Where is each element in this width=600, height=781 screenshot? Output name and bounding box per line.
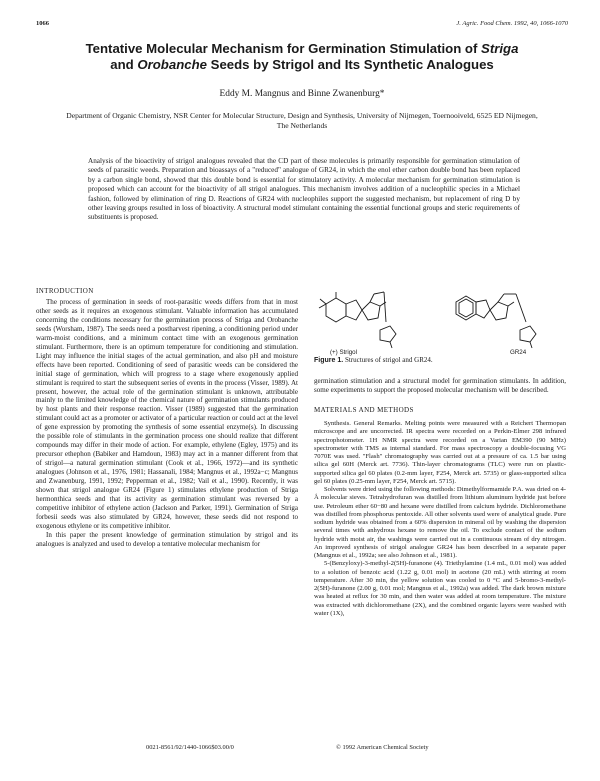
abstract: Analysis of the bioactivity of strigol analogues revealed that the CD part of these molecules is primarily responsible for germination stimulation of seeds of parasitic weeds. Preparation and bioassays of a "reduced" analogue of GR24, in which the enol ether carbon double bond has been replaced by a carbon single bond, showed that this double bond is essential for stimulatory activity. A molecular mechanism for germination stimulation is proposed which can account for the bioactivity of all strigol analogues. This mechanism involves addition of a nucleophilic species in a Michael fashion, followed by elimination of ring D. Reactions of GR24 with nucleophiles support the suggested mechanism, but replacement of ring D by other leaving groups resulted in loss of bioactivity. A structural model stimulant containing the essential functional groups and steric requirements of substituents is proposed. — [88, 157, 520, 222]
paragraph: The process of germination in seeds of root-parasitic weeds differs from that in most other seeds as it requires an exogenous stimulant. Valuable information has accumulated concerning the conditions necessary for the germination process of Striga and Orobanche seeds (Worsham, 1987). The seeds need a postharvest ripening, a conditioning period under warm-moist conditions, and a minimum contact time with an exogenous germination stimulant. Furthermore, there is an optimum temperature for conditioning and stimulation. Light may influence the initial stages of the actual germination, and also pH and moisture effects have been reported. Conditioning of seed of parasitic weeds can be considered the initial stage of germination, which will progress to a stage where exogenously applied stimulant is required to start the subsequent series of events in the process (Visser, 1989). At present, however, the actual role of the germination stimulant is unknown, attributable mainly to the limited knowledge of the chemical nature of germination stimulants produced by host plants and their response reaction. Visser (1989) suggested that the germination stimulant could act as a promoter or activator of a particular reaction or could act at the level of gene expression by promoting the synthesis of some essential enzyme(s). In discussing the possible role of stimulants in the germination process one should realize that different compounds may differ in their mode of action. For example, ethylene (Egley, 1975) and its precursor ethephon (Babiker and Hamdoun, 1983) may act in a manner different from that of strigol—a natural germination stimulant (Cook et al., 1966, 1972)—and its synthetic analogues (Johnson et al., 1976, 1981; Hassanali, 1984; Mangnus et al., 1992a−c; Mangnus and Zwanenburg, 1991, 1992; Pepperman et al., 1982; Vail et al., 1990). Recently, it was shown that strigol analogue GR24 (Figure 1) stimulates ethylene production of Striga hermonthica seeds and that its activity as germination stimulant was reversed by a competitive inhibitor of ethylene action (Jackson and Parker, 1991). Germination of Striga forbesii seeds was also stimulated by GR24, however, these seeds did not respond to exogenous ethylene or its competitive inhibitor. — [36, 298, 298, 530]
figure-caption — [314, 356, 566, 364]
article-title — [36, 41, 568, 73]
methods-heading: MATERIALS AND METHODS — [314, 406, 414, 414]
affiliation: Department of Organic Chemistry, NSR Center for Molecular Structure, Design and Synthesis, University of Nijmegen, Toernooiveld, 6525 ED Nijmegen, The Netherlands — [66, 111, 538, 130]
paragraph: Synthesis. General Remarks. Melting points were measured with a Reichert Thermopan microscope and are uncorrected. IR spectra were recorded on a Perkin-Elmer 298 infrared spectrophotometer. 1H NMR spectra were recorded on a Varian EM390 (90 MHz) spectrometer with TMS as internal standard. For mass spectroscopy a double-focusing VG 7070E was used. "Flash" chromatography was carried out at a pressure of ca. 1.5 bar using silica gel 60H (Merck art. 7736). Thin-layer chromatograms (TLC) were run on plastic-supported silica gel 60 plates (0.2-mm layer, F254, Merck art. 5735) or glass-supported silica gel 60 plates (0.25-mm layer, F254, Merck art. 5715). — [314, 420, 566, 485]
strigol-label: (+) Strigol — [330, 349, 357, 356]
figure-1-structures — [314, 282, 566, 356]
figure-caption-text: Structures of strigol and GR24. — [343, 356, 433, 364]
gr24-label: GR24 — [510, 349, 527, 356]
strigol-structure — [319, 292, 396, 348]
paragraph: 5-(Benzyloxy)-3-methyl-2(5H)-furanone (4). Triethylamine (1.4 mL, 0.01 mol) was added to a solution of benzoic acid (1.22 g, 0.01 mol) in acetone (20 mL) with stirring at room temperature. After 30 min, the yellow solution was cooled to 0 °C and 5-bromo-3-methyl-2(5H)-furanone (2.00 g, 0.01 mol; Mangnus et al., 1992a) was added. The dark brown mixture was heated at reflux for 30 min, and then water was added at room temperature. The mixture was extracted with dichloromethane (2X), and the combined organic layers were washed with water (1X), — [314, 560, 566, 617]
page-number: 1066 — [36, 20, 49, 27]
author-list: Eddy M. Mangnus and Binne Zwanenburg* — [219, 89, 385, 99]
title-part: Seeds by Strigol and Its Synthetic Analogues — [206, 57, 494, 72]
paragraph: In this paper the present knowledge of germination stimulation by strigol and its analogues is analyzed and used to develop a tentative molecular mechanism for — [36, 530, 298, 548]
right-column-continuation: germination stimulation and a structural model for germination stimulants. In addition, some experiments to support the proposed molecular mechanism will be described. — [314, 377, 566, 394]
introduction-body — [36, 298, 298, 549]
article-code: 0021-8561/92/1440-1066$03.00/0 — [146, 744, 234, 751]
title-part: Tentative Molecular Mechanism for Germination Stimulation of — [85, 41, 482, 56]
figure-caption-label: Figure 1. — [314, 357, 344, 364]
running-header — [36, 20, 568, 32]
gr24-structure — [456, 294, 536, 348]
journal-citation: J. Agric. Food Chem. 1992, 40, 1066-1070 — [456, 20, 568, 27]
copyright: © 1992 American Chemical Society — [336, 744, 429, 751]
title-part: and — [110, 57, 138, 72]
paragraph: Solvents were dried using the following methods: Dimethylformamide P.A. was dried on 4-Å molecular sieves. Tetrahydrofuran was distilled from lithium aluminum hydride just before use. Petroleum ether 60−80 and hexane were distilled from calcium hydride. Dichloromethane was distilled from phosphorus pentoxide. All other solvents used were of analytical grade. Pure sodium hydride was obtained from a 60% dispersion in mineral oil by washing the dispersion several times with anhydrous hexane to remove the oil. To exclude contact of the sodium hydride with moist air, the washings were carried out in a continuous stream of dry nitrogen. An improved synthesis of strigol analogue GR24 has been described in a separate paper (Mangnus et al., 1992a; see also Johnson et al., 1981). — [314, 486, 566, 559]
title-genus-orobanche: Orobanche — [137, 57, 207, 72]
introduction-heading: INTRODUCTION — [36, 287, 94, 295]
title-genus-striga: Striga — [481, 41, 519, 56]
methods-body — [314, 420, 566, 618]
